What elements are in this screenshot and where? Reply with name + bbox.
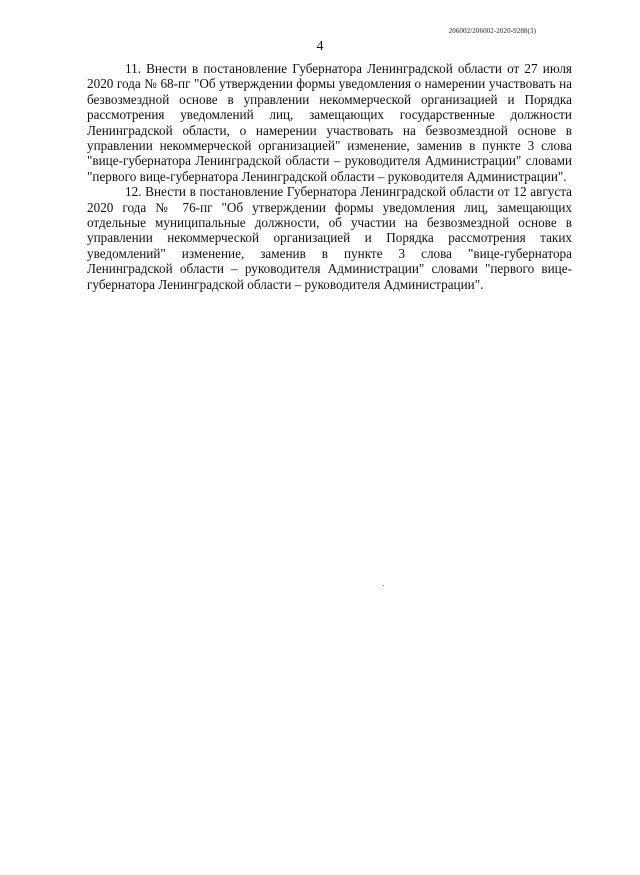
document-body — [87, 61, 572, 292]
scan-dot — [383, 585, 384, 586]
page-number: 4 — [316, 39, 324, 54]
paragraph-11: 11. Внести в постановление Губернатора Ленинградской области от 27 июля 2020 года № 68-пг "Об утверждении формы уведомления о намерении участвовать на безвозмездной основе в управлении некоммерческой организацией и Порядка рассмотрения уведомлений лиц, замещающих государственные должности Ленинградской области, о намерении участвовать на безвозмездной основе в управлении некоммерческой организацией" изменение, заменив в пункте 3 слова "вице-губернатора Ленинградской области – руководителя Администрации" словами "первого вице-губернатора Ленинградской области – руководителя Администрации". — [87, 61, 572, 184]
document-code: 206002/206002-2020-9288(3) — [448, 27, 536, 35]
paragraph-12: 12. Внести в постановление Губернатора Ленинградской области от 12 августа 2020 года № 76-пг "Об утверждении формы уведомления лиц, замещающих отдельные муниципальные должности, об участии на безвозмездной основе в управлении некоммерческой организацией и Порядка рассмотрения таких уведомлений" изменение, заменив в пункте 3 слова "вице-губернатора Ленинградской области – руководителя Администрации" словами "первого вице-губернатора Ленинградской области – руководителя Администрации". — [87, 184, 572, 292]
